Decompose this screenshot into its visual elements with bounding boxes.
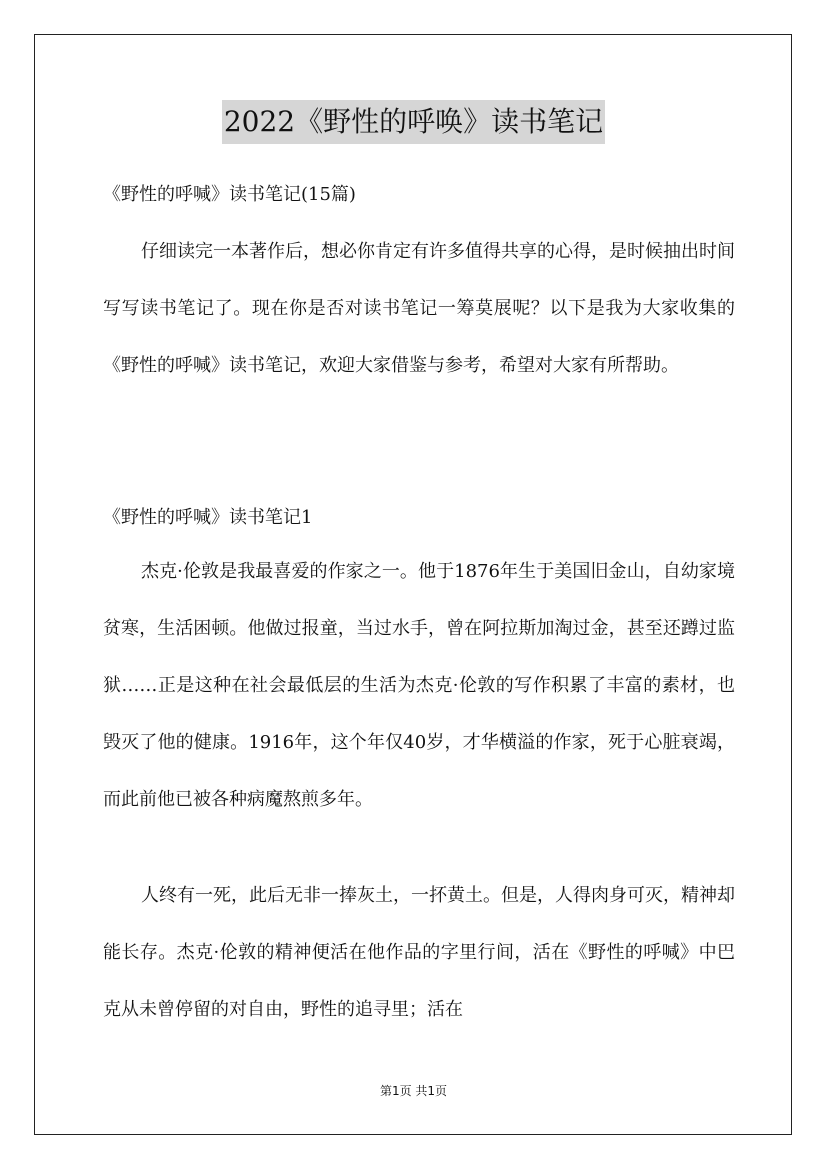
document-subtitle: 《野性的呼喊》读书笔记(15篇) <box>103 184 356 205</box>
section-heading: 《野性的呼喊》读书笔记1 <box>103 507 313 528</box>
body-paragraph-1: 杰克·伦敦是我最喜爱的作家之一。他于1876年生于美国旧金山，自幼家境贫寒，生活困顿。他做过报童，当过水手，曾在阿拉斯加淘过金，甚至还蹲过监狱……正是这种在社会最低层的生活为杰克·伦敦的写作积累了丰富的素材，也毁灭了他的健康。1916年，这个年仅40岁，才华横溢的作家，死于心脏衰竭，而此前他已被各种病魔熬煎多年。 <box>103 561 735 810</box>
body-paragraph-2: 人终有一死，此后无非一捧灰土，一抔黄土。但是，人得肉身可灭，精神却能长存。杰克·伦敦的精神便活在他作品的字里行间，活在《野性的呼喊》中巴克从未曾停留的对自由，野性的追寻里；活在 <box>103 885 735 1020</box>
intro-paragraph: 仔细读完一本著作后，想必你肯定有许多值得共享的心得，是时候抽出时间写写读书笔记了。现在你是否对读书笔记一筹莫展呢？以下是我为大家收集的《野性的呼喊》读书笔记，欢迎大家借鉴与参考，希望对大家有所帮助。 <box>103 241 735 376</box>
page-number-footer: 第1页 共1页 <box>379 1084 448 1098</box>
title-container <box>0 100 827 144</box>
document-title: 2022《野性的呼唤》读书笔记 <box>222 100 605 144</box>
